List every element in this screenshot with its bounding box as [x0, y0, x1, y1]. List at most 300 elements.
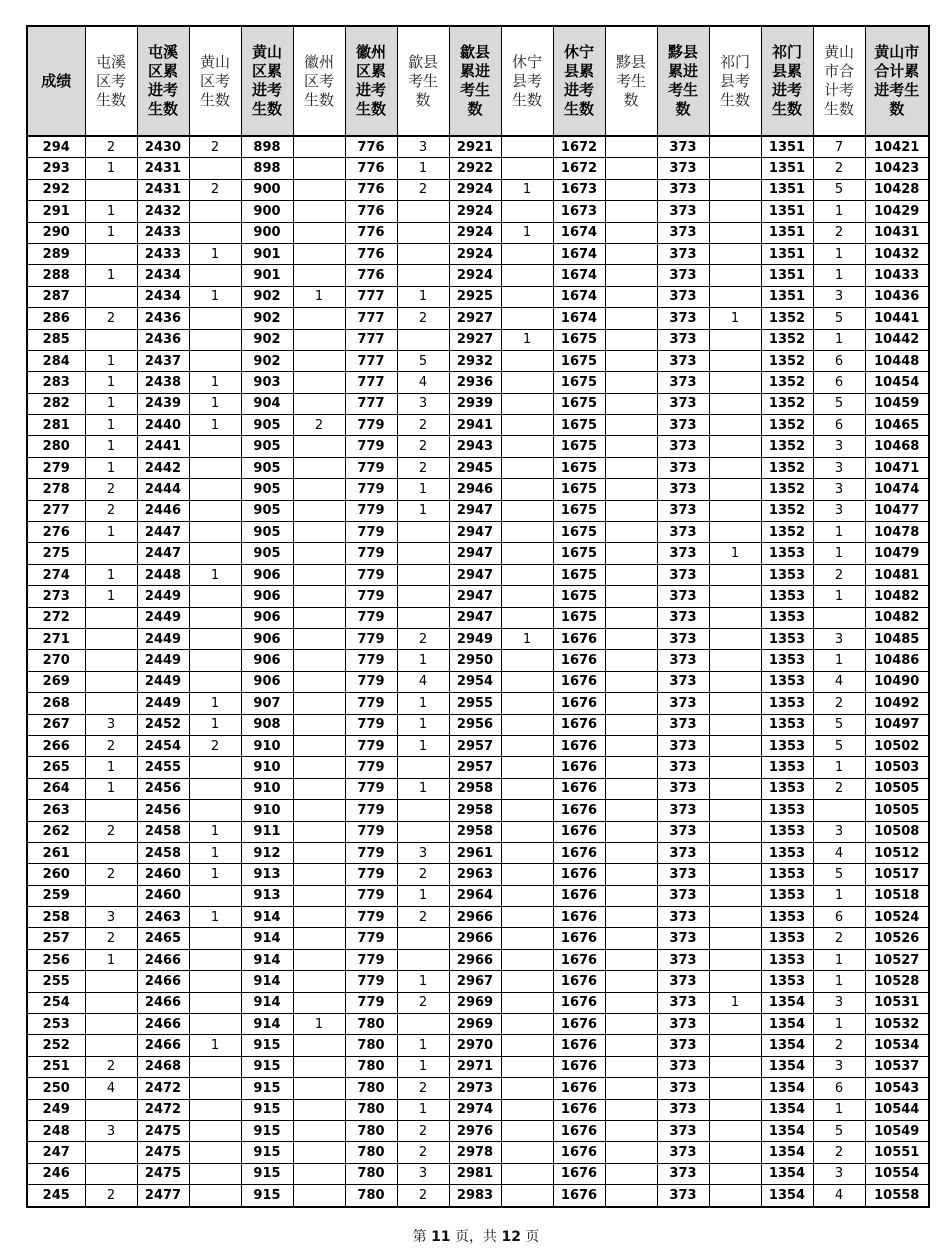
cumulative-count-cell: 373	[657, 693, 709, 714]
count-cell	[501, 286, 553, 307]
score-cell: 288	[27, 265, 85, 286]
table-row	[27, 607, 929, 628]
cumulative-count-cell: 779	[345, 479, 397, 500]
table-row	[27, 201, 929, 222]
column-header-0	[27, 26, 85, 136]
cumulative-count-cell: 777	[345, 329, 397, 350]
cumulative-count-cell: 780	[345, 1014, 397, 1035]
count-cell	[709, 436, 761, 457]
cumulative-count-cell: 1676	[553, 1099, 605, 1120]
count-cell	[85, 693, 137, 714]
cumulative-count-cell: 2466	[137, 1035, 189, 1056]
cumulative-count-cell: 779	[345, 714, 397, 735]
count-cell: 4	[813, 842, 865, 863]
count-cell: 2	[397, 179, 449, 200]
count-cell: 1	[501, 329, 553, 350]
cumulative-count-cell: 10432	[865, 243, 929, 264]
column-header-line: 成绩	[41, 71, 72, 90]
cumulative-count-cell: 10543	[865, 1078, 929, 1099]
cumulative-count-cell: 373	[657, 543, 709, 564]
cumulative-count-cell: 373	[657, 992, 709, 1013]
column-header-line: 黄山	[251, 43, 282, 61]
count-cell	[397, 757, 449, 778]
count-cell	[397, 222, 449, 243]
count-cell	[605, 500, 657, 521]
count-cell	[605, 800, 657, 821]
count-cell: 1	[85, 350, 137, 371]
cumulative-count-cell: 898	[241, 158, 293, 179]
cumulative-count-cell: 373	[657, 393, 709, 414]
count-cell	[189, 1056, 241, 1077]
column-header-line: 累进	[459, 62, 490, 80]
cumulative-count-cell: 373	[657, 479, 709, 500]
cumulative-count-cell: 1354	[761, 1035, 813, 1056]
cumulative-count-cell: 779	[345, 650, 397, 671]
count-cell	[709, 372, 761, 393]
cumulative-count-cell: 2932	[449, 350, 501, 371]
count-cell: 3	[813, 457, 865, 478]
count-cell	[605, 757, 657, 778]
count-cell	[293, 457, 345, 478]
cumulative-count-cell: 1353	[761, 864, 813, 885]
cumulative-count-cell: 1676	[553, 757, 605, 778]
column-header-8	[449, 26, 501, 136]
count-cell	[293, 522, 345, 543]
count-cell: 1	[709, 543, 761, 564]
cumulative-count-cell: 10454	[865, 372, 929, 393]
count-cell: 2	[397, 628, 449, 649]
count-cell	[501, 415, 553, 436]
cumulative-count-cell: 373	[657, 329, 709, 350]
cumulative-count-cell: 2924	[449, 201, 501, 222]
cumulative-count-cell: 780	[345, 1163, 397, 1184]
count-cell: 1	[189, 415, 241, 436]
column-header-line: 县考	[511, 71, 542, 90]
count-cell	[709, 522, 761, 543]
cumulative-count-cell: 2955	[449, 693, 501, 714]
count-cell	[293, 1056, 345, 1077]
cumulative-count-cell: 900	[241, 179, 293, 200]
count-cell	[605, 842, 657, 863]
cumulative-count-cell: 2943	[449, 436, 501, 457]
score-cell: 285	[27, 329, 85, 350]
count-cell	[189, 1078, 241, 1099]
score-cell: 250	[27, 1078, 85, 1099]
count-cell	[605, 778, 657, 799]
cumulative-count-cell: 2448	[137, 564, 189, 585]
cumulative-count-cell: 2449	[137, 650, 189, 671]
cumulative-count-cell: 1353	[761, 564, 813, 585]
cumulative-count-cell: 1676	[553, 800, 605, 821]
cumulative-count-cell: 1675	[553, 543, 605, 564]
cumulative-count-cell: 779	[345, 864, 397, 885]
cumulative-count-cell: 910	[241, 800, 293, 821]
count-cell	[709, 885, 761, 906]
count-cell	[85, 1142, 137, 1163]
count-cell: 2	[85, 136, 137, 158]
count-cell	[293, 821, 345, 842]
count-cell	[605, 308, 657, 329]
cumulative-count-cell: 913	[241, 864, 293, 885]
count-cell	[605, 329, 657, 350]
count-cell	[709, 1185, 761, 1207]
count-cell	[293, 928, 345, 949]
cumulative-count-cell: 1353	[761, 949, 813, 970]
table-row	[27, 586, 929, 607]
table-row	[27, 628, 929, 649]
table-row	[27, 286, 929, 307]
count-cell	[189, 949, 241, 970]
count-cell: 1	[397, 693, 449, 714]
cumulative-count-cell: 780	[345, 1056, 397, 1077]
cumulative-count-cell: 10423	[865, 158, 929, 179]
count-cell: 6	[813, 415, 865, 436]
column-header-10	[553, 26, 605, 136]
cumulative-count-cell: 902	[241, 308, 293, 329]
score-cell: 254	[27, 992, 85, 1013]
count-cell	[501, 201, 553, 222]
count-cell	[397, 928, 449, 949]
count-cell	[85, 1099, 137, 1120]
cumulative-count-cell: 2947	[449, 500, 501, 521]
cumulative-count-cell: 2978	[449, 1142, 501, 1163]
cumulative-count-cell: 373	[657, 1142, 709, 1163]
cumulative-count-cell: 2924	[449, 243, 501, 264]
count-cell	[189, 436, 241, 457]
cumulative-count-cell: 914	[241, 1014, 293, 1035]
score-cell: 261	[27, 842, 85, 863]
count-cell	[709, 136, 761, 158]
cumulative-count-cell: 2466	[137, 949, 189, 970]
cumulative-count-cell: 906	[241, 607, 293, 628]
count-cell	[605, 136, 657, 158]
count-cell: 2	[397, 907, 449, 928]
cumulative-count-cell: 10433	[865, 265, 929, 286]
count-cell	[189, 457, 241, 478]
count-cell	[85, 628, 137, 649]
count-cell: 1	[85, 457, 137, 478]
column-header-9	[501, 26, 553, 136]
count-cell	[293, 329, 345, 350]
cumulative-count-cell: 2949	[449, 628, 501, 649]
cumulative-count-cell: 1353	[761, 885, 813, 906]
count-cell: 2	[397, 992, 449, 1013]
count-cell	[293, 714, 345, 735]
count-cell	[501, 436, 553, 457]
score-cell: 278	[27, 479, 85, 500]
cumulative-count-cell: 905	[241, 500, 293, 521]
table-row	[27, 800, 929, 821]
count-cell	[709, 564, 761, 585]
table-row	[27, 457, 929, 478]
cumulative-count-cell: 906	[241, 650, 293, 671]
cumulative-count-cell: 2433	[137, 243, 189, 264]
column-header-line: 生数	[511, 90, 542, 109]
count-cell	[501, 735, 553, 756]
count-cell: 1	[189, 821, 241, 842]
column-header-line: 生数	[355, 100, 386, 118]
cumulative-count-cell: 2958	[449, 778, 501, 799]
cumulative-count-cell: 2939	[449, 393, 501, 414]
cumulative-count-cell: 1354	[761, 1099, 813, 1120]
count-cell	[709, 1142, 761, 1163]
cumulative-count-cell: 10497	[865, 714, 929, 735]
cumulative-count-cell: 1353	[761, 628, 813, 649]
count-cell	[605, 457, 657, 478]
count-cell: 1	[813, 329, 865, 350]
count-cell: 6	[813, 907, 865, 928]
count-cell	[605, 479, 657, 500]
cumulative-count-cell: 2947	[449, 564, 501, 585]
cumulative-count-cell: 1676	[553, 842, 605, 863]
cumulative-count-cell: 914	[241, 928, 293, 949]
count-cell	[397, 586, 449, 607]
count-cell	[605, 522, 657, 543]
count-cell	[85, 971, 137, 992]
cumulative-count-cell: 779	[345, 949, 397, 970]
cumulative-count-cell: 779	[345, 671, 397, 692]
cumulative-count-cell: 1675	[553, 436, 605, 457]
cumulative-count-cell: 779	[345, 586, 397, 607]
score-cell: 293	[27, 158, 85, 179]
count-cell	[605, 350, 657, 371]
count-cell: 1	[397, 158, 449, 179]
count-cell	[605, 222, 657, 243]
cumulative-count-cell: 1351	[761, 222, 813, 243]
table-row	[27, 1185, 929, 1207]
count-cell: 1	[813, 201, 865, 222]
count-cell	[709, 265, 761, 286]
count-cell	[189, 671, 241, 692]
cumulative-count-cell: 1676	[553, 971, 605, 992]
cumulative-count-cell: 1351	[761, 179, 813, 200]
table-row	[27, 308, 929, 329]
cumulative-count-cell: 10518	[865, 885, 929, 906]
table-row	[27, 522, 929, 543]
header-row	[27, 26, 929, 136]
cumulative-count-cell: 1353	[761, 671, 813, 692]
cumulative-count-cell: 2466	[137, 992, 189, 1013]
score-cell: 245	[27, 1185, 85, 1207]
table-row	[27, 735, 929, 756]
cumulative-count-cell: 10429	[865, 201, 929, 222]
cumulative-count-cell: 10436	[865, 286, 929, 307]
column-header-4	[241, 26, 293, 136]
cumulative-count-cell: 373	[657, 842, 709, 863]
cumulative-count-cell: 2945	[449, 457, 501, 478]
score-cell: 257	[27, 928, 85, 949]
score-cell: 290	[27, 222, 85, 243]
count-cell	[189, 650, 241, 671]
count-cell: 5	[813, 393, 865, 414]
cumulative-count-cell: 10441	[865, 308, 929, 329]
cumulative-count-cell: 373	[657, 928, 709, 949]
table-row	[27, 864, 929, 885]
cumulative-count-cell: 906	[241, 564, 293, 585]
count-cell: 1	[397, 778, 449, 799]
cumulative-count-cell: 779	[345, 735, 397, 756]
count-cell	[709, 693, 761, 714]
cumulative-count-cell: 915	[241, 1163, 293, 1184]
cumulative-count-cell: 1354	[761, 992, 813, 1013]
cumulative-count-cell: 1352	[761, 329, 813, 350]
table-row	[27, 757, 929, 778]
table-row	[27, 1163, 929, 1184]
count-cell: 2	[813, 778, 865, 799]
cumulative-count-cell: 1352	[761, 372, 813, 393]
count-cell	[85, 286, 137, 307]
count-cell	[189, 265, 241, 286]
count-cell	[709, 864, 761, 885]
score-cell: 283	[27, 372, 85, 393]
count-cell	[709, 222, 761, 243]
count-cell: 2	[85, 479, 137, 500]
cumulative-count-cell: 2971	[449, 1056, 501, 1077]
score-cell: 263	[27, 800, 85, 821]
table-row	[27, 842, 929, 863]
count-cell	[189, 885, 241, 906]
column-header-line: 数	[889, 100, 905, 118]
column-header-line: 休宁	[511, 52, 542, 71]
cumulative-count-cell: 776	[345, 158, 397, 179]
score-cell: 267	[27, 714, 85, 735]
count-cell	[85, 671, 137, 692]
table-row	[27, 714, 929, 735]
cumulative-count-cell: 1676	[553, 1120, 605, 1141]
score-cell: 260	[27, 864, 85, 885]
cumulative-count-cell: 780	[345, 1035, 397, 1056]
count-cell	[293, 1120, 345, 1141]
score-cell: 248	[27, 1120, 85, 1141]
count-cell	[293, 992, 345, 1013]
score-cell: 270	[27, 650, 85, 671]
count-cell: 3	[85, 907, 137, 928]
count-cell: 3	[397, 393, 449, 414]
count-cell	[501, 992, 553, 1013]
cumulative-count-cell: 373	[657, 201, 709, 222]
count-cell	[293, 201, 345, 222]
cumulative-count-cell: 776	[345, 179, 397, 200]
cumulative-count-cell: 902	[241, 329, 293, 350]
cumulative-count-cell: 1352	[761, 479, 813, 500]
cumulative-count-cell: 373	[657, 650, 709, 671]
count-cell	[293, 1035, 345, 1056]
count-cell	[397, 949, 449, 970]
count-cell	[189, 500, 241, 521]
count-cell: 1	[189, 1035, 241, 1056]
cumulative-count-cell: 905	[241, 479, 293, 500]
count-cell: 1	[85, 564, 137, 585]
count-cell: 3	[813, 628, 865, 649]
count-cell: 1	[813, 522, 865, 543]
count-cell	[85, 243, 137, 264]
score-cell: 274	[27, 564, 85, 585]
cumulative-count-cell: 1353	[761, 842, 813, 863]
count-cell	[85, 1014, 137, 1035]
column-header-line: 考生	[407, 71, 438, 90]
count-cell: 3	[397, 1163, 449, 1184]
cumulative-count-cell: 906	[241, 671, 293, 692]
cumulative-count-cell: 2472	[137, 1078, 189, 1099]
cumulative-count-cell: 373	[657, 885, 709, 906]
score-cell: 251	[27, 1056, 85, 1077]
count-cell	[605, 415, 657, 436]
cumulative-count-cell: 10534	[865, 1035, 929, 1056]
count-cell	[501, 693, 553, 714]
cumulative-count-cell: 2969	[449, 1014, 501, 1035]
cumulative-count-cell: 1676	[553, 1078, 605, 1099]
score-cell: 282	[27, 393, 85, 414]
cumulative-count-cell: 780	[345, 1142, 397, 1163]
column-header-line: 区考	[303, 71, 334, 90]
column-header-7	[397, 26, 449, 136]
cumulative-count-cell: 2466	[137, 1014, 189, 1035]
count-cell	[605, 372, 657, 393]
cumulative-count-cell: 10474	[865, 479, 929, 500]
count-cell: 1	[189, 714, 241, 735]
cumulative-count-cell: 2961	[449, 842, 501, 863]
cumulative-count-cell: 373	[657, 1099, 709, 1120]
cumulative-count-cell: 900	[241, 222, 293, 243]
cumulative-count-cell: 2981	[449, 1163, 501, 1184]
column-header-line: 黄山	[823, 43, 854, 61]
cumulative-count-cell: 1676	[553, 907, 605, 928]
score-cell: 268	[27, 693, 85, 714]
count-cell: 2	[85, 1185, 137, 1207]
count-cell	[189, 1185, 241, 1207]
table-row	[27, 907, 929, 928]
count-cell: 1	[813, 971, 865, 992]
table-row	[27, 543, 929, 564]
cumulative-count-cell: 373	[657, 800, 709, 821]
column-header-line: 计考	[823, 81, 854, 99]
count-cell: 4	[85, 1078, 137, 1099]
count-cell	[709, 1078, 761, 1099]
cumulative-count-cell: 373	[657, 564, 709, 585]
count-cell	[189, 757, 241, 778]
cumulative-count-cell: 2477	[137, 1185, 189, 1207]
table-header	[27, 26, 929, 136]
count-cell: 2	[813, 1142, 865, 1163]
column-header-5	[293, 26, 345, 136]
count-cell	[501, 1056, 553, 1077]
cumulative-count-cell: 779	[345, 992, 397, 1013]
score-cell: 286	[27, 308, 85, 329]
count-cell	[605, 543, 657, 564]
cumulative-count-cell: 1354	[761, 1078, 813, 1099]
cumulative-count-cell: 1675	[553, 372, 605, 393]
table-row	[27, 885, 929, 906]
cumulative-count-cell: 901	[241, 265, 293, 286]
cumulative-count-cell: 777	[345, 286, 397, 307]
count-cell: 1	[397, 1099, 449, 1120]
cumulative-count-cell: 900	[241, 201, 293, 222]
count-cell	[709, 821, 761, 842]
count-cell	[189, 201, 241, 222]
count-cell	[189, 628, 241, 649]
table-row	[27, 1056, 929, 1077]
cumulative-count-cell: 2970	[449, 1035, 501, 1056]
cumulative-count-cell: 2466	[137, 971, 189, 992]
cumulative-count-cell: 1351	[761, 265, 813, 286]
cumulative-count-cell: 2936	[449, 372, 501, 393]
cumulative-count-cell: 10442	[865, 329, 929, 350]
column-header-line: 屯溪	[95, 52, 126, 71]
cumulative-count-cell: 2966	[449, 949, 501, 970]
cumulative-count-cell: 1676	[553, 928, 605, 949]
count-cell	[189, 971, 241, 992]
score-cell: 273	[27, 586, 85, 607]
